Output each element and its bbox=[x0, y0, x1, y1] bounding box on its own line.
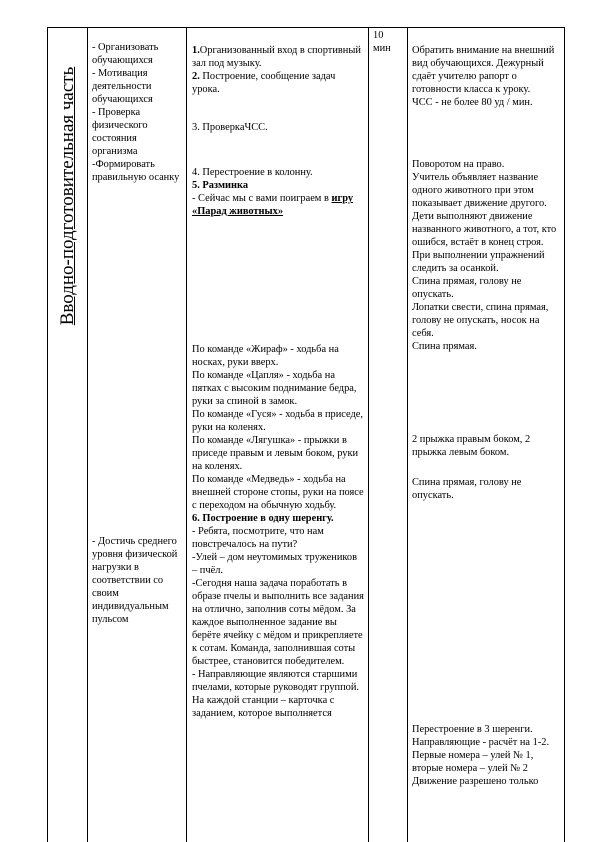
guideline-item: Спина прямая. bbox=[412, 341, 477, 352]
task-item: - Мотивация деятельности обучающихся bbox=[92, 68, 153, 105]
table-divider-2 bbox=[186, 27, 187, 842]
content-item-5-text: 5. Разминка bbox=[192, 180, 249, 191]
story-item: -Улей – дом неутомимых тружеников – пчёл. bbox=[192, 552, 358, 576]
story-item: - Направляющие являются старшими пчелами, которые руководят группой. bbox=[192, 669, 359, 693]
guidelines-block-4 bbox=[412, 476, 562, 502]
content-item-3-text: 3. ПроверкаЧСС. bbox=[192, 122, 268, 133]
command-item: По команде «Медведь» - ходьба на внешней стороне стопы, руки на поясе с переходом на обычную ходьбу. bbox=[192, 474, 364, 511]
guidelines-block-3 bbox=[412, 433, 562, 459]
guideline-item: Перестроение в 3 шеренги. Направляющие - расчёт на 1-2. bbox=[412, 724, 550, 748]
command-item: По команде «Жираф» - ходьба на носках, руки вверх. bbox=[192, 344, 339, 368]
guidelines-block-1 bbox=[412, 44, 562, 109]
content-items-4-5 bbox=[192, 166, 364, 218]
task-item: - Достичь среднего уровня физической нагрузки в соответствии со своим индивидуальным пульсом bbox=[92, 536, 178, 625]
guideline-item: Спина прямая, голову не опускать. bbox=[412, 276, 522, 300]
table-border-top bbox=[47, 27, 565, 28]
tasks-block-2 bbox=[92, 535, 182, 626]
table-border-right bbox=[564, 27, 565, 842]
game-intro: - Сейчас мы с вами поиграем в bbox=[192, 193, 332, 204]
content-item-1 bbox=[192, 44, 364, 96]
section-title: Вводно-подготовительная часть bbox=[57, 66, 78, 325]
content-item-1-number: 1. bbox=[192, 45, 200, 56]
task-item: -Формировать правильную осанку bbox=[92, 159, 180, 183]
section-title-cell bbox=[49, 28, 87, 363]
table-border-left bbox=[47, 27, 48, 842]
story-item: - Ребята, посмотрите, что нам повстречалось на пути? bbox=[192, 526, 324, 550]
table-divider-4 bbox=[407, 27, 408, 842]
command-item: По команде «Лягушка» - прыжки в приседе правым и левым боком, руки на коленях. bbox=[192, 435, 359, 472]
commands-block bbox=[192, 343, 364, 720]
game-name: игру «Парад животных» bbox=[192, 193, 354, 217]
dosage-unit: мин bbox=[373, 43, 391, 54]
story-item: -Сегодня наша задача поработать в образе пчелы и выполнить все задания на отлично, заполнив соты мёдом. За каждое выполненное задание вы берёте ячейку с мёдом и прикрепляете к сотам. Команда, заполнившая соты быстрее, становится победителем. bbox=[192, 578, 364, 667]
table-divider-1 bbox=[87, 27, 88, 842]
task-item: - Проверка физического состояния организма bbox=[92, 107, 148, 157]
content-item-3 bbox=[192, 121, 364, 134]
guidelines-block-2 bbox=[412, 158, 562, 353]
table-divider-3 bbox=[368, 27, 369, 842]
guidelines-block-5 bbox=[412, 723, 562, 788]
dosage-cell bbox=[373, 29, 405, 55]
command-item: По команде «Гуся» - ходьба в приседе, руки на коленях. bbox=[192, 409, 363, 433]
guideline-item: При выполнении упражнений следить за осанкой. bbox=[412, 250, 545, 274]
guideline-item: Лопатки свести, спина прямая, голову не опускать, носок на себя. bbox=[412, 302, 549, 339]
guideline-item: Учитель объявляет название одного животного при этом показывает движение другого. Дети выполняют движение названного животного, а тот, кто ошибся, встаёт в конец строя. bbox=[412, 172, 557, 248]
task-item: - Организовать обучающихся bbox=[92, 42, 159, 66]
content-item-2-number: 2. bbox=[192, 71, 200, 82]
content-item-6-text: 6. Построение в одну шеренгу. bbox=[192, 513, 334, 524]
story-item: На каждой станции – карточка с заданием, которое выполняется bbox=[192, 695, 335, 719]
command-item: По команде «Цапля» - ходьба на пятках с высоким поднимание бедра, руки за спиной в замок. bbox=[192, 370, 357, 407]
content-item-4-text: 4. Перестроение в колонну. bbox=[192, 167, 313, 178]
guideline-item: Обратить внимание на внешний вид обучающихся. Дежурный сдаёт учителю рапорт о готовности класса к уроку. bbox=[412, 45, 555, 95]
guideline-item: Движение разрешено только bbox=[412, 776, 539, 787]
content-item-2-text: Построение, сообщение задач урока. bbox=[192, 71, 336, 95]
guideline-item: 2 прыжка правым боком, 2 прыжка левым боком. bbox=[412, 434, 531, 458]
guideline-item: Спина прямая, голову не опускать. bbox=[412, 477, 522, 501]
guideline-item: Поворотом на право. bbox=[412, 159, 505, 170]
guideline-item: Первые номера – улей № 1, вторые номера – улей № 2 bbox=[412, 750, 534, 774]
tasks-block-1 bbox=[92, 41, 182, 184]
guideline-item: ЧСС - не более 80 уд / мин. bbox=[412, 97, 533, 108]
content-item-1-text: Организованный вход в спортивный зал под музыку. bbox=[192, 45, 361, 69]
dosage-value: 10 bbox=[373, 30, 384, 41]
